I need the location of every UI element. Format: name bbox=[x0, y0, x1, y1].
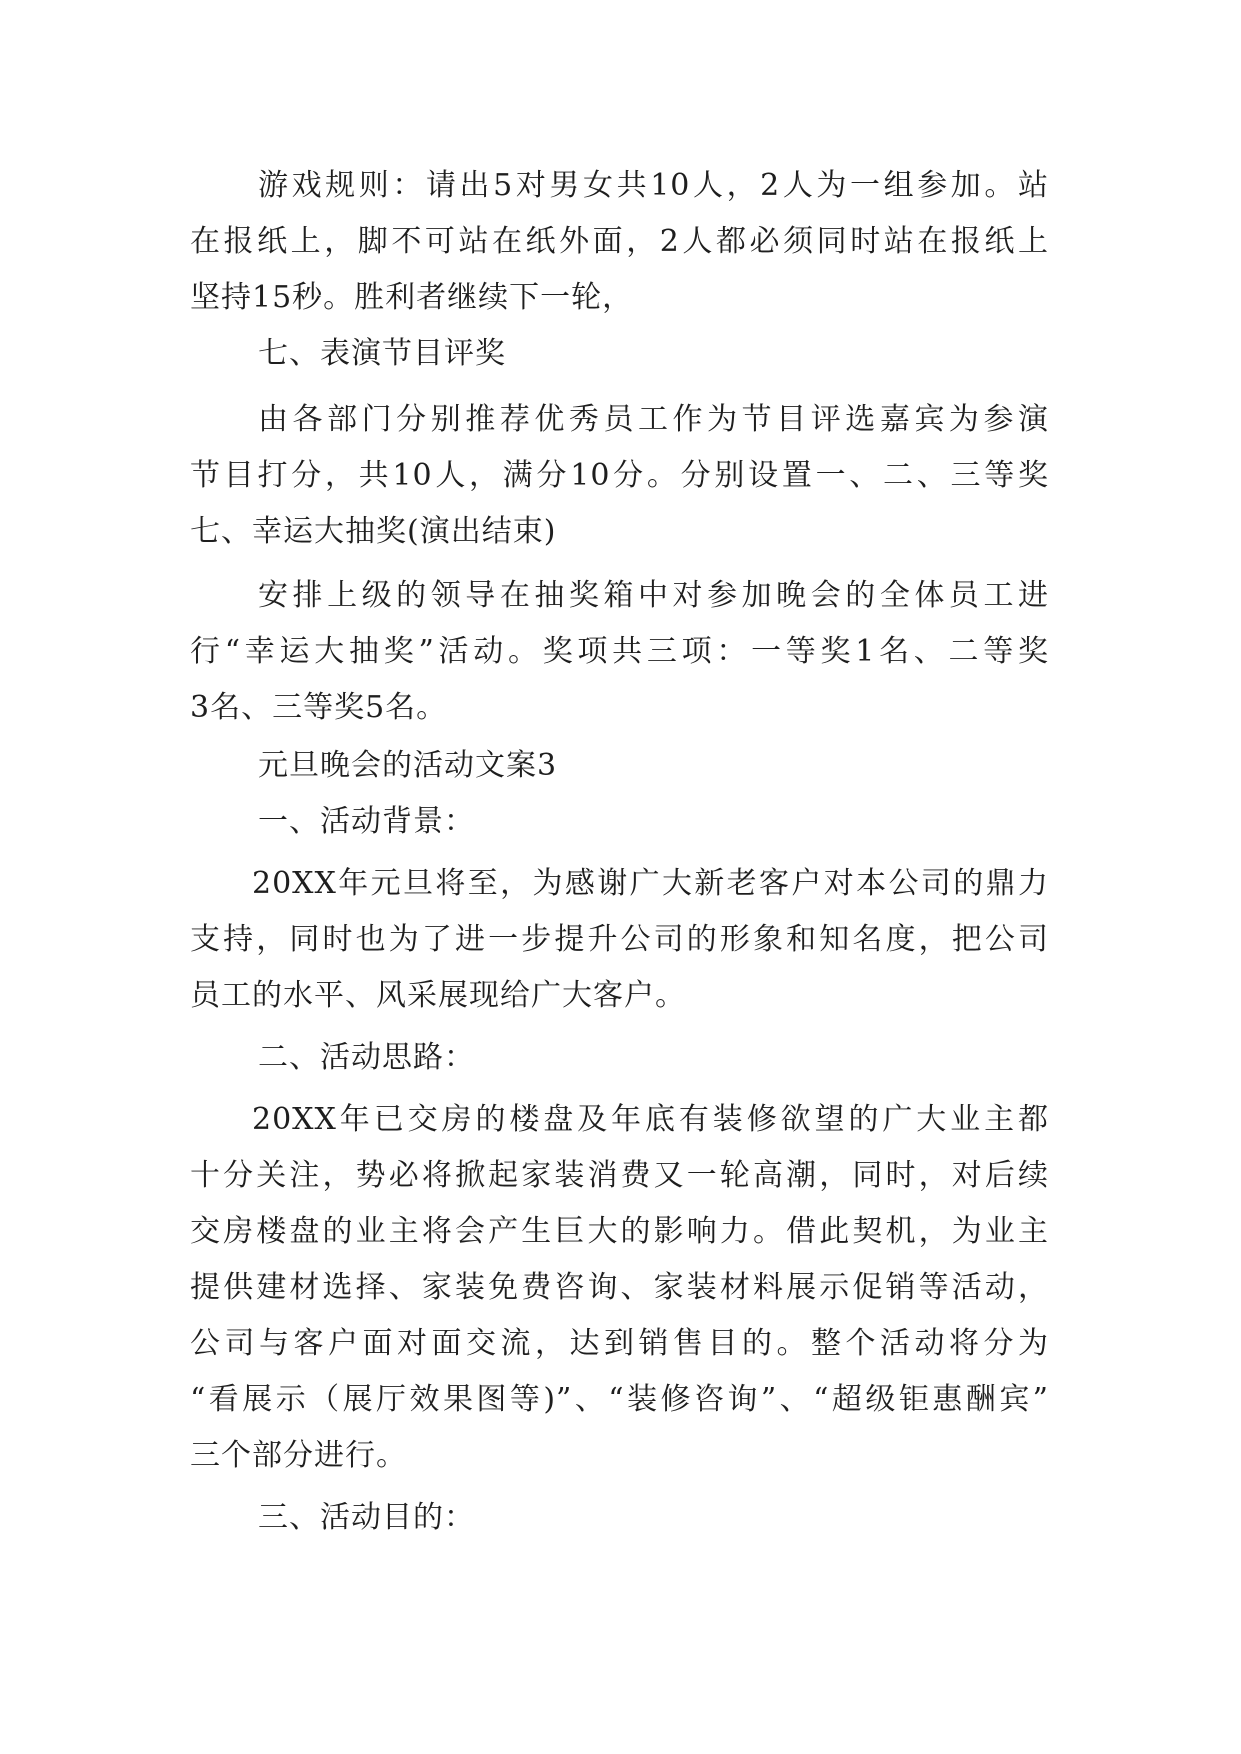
text-line: 在报纸上，脚不可站在纸外面，2人都必须同时站在报纸上 bbox=[190, 224, 1049, 259]
document-title: 元旦晚会的活动文案3 bbox=[258, 748, 558, 783]
text-line: 坚持15秒。胜利者继续下一轮， bbox=[190, 280, 634, 315]
text-line: 三个部分进行。 bbox=[190, 1438, 407, 1473]
text-line: 支持，同时也为了进一步提升公司的形象和知名度，把公司 bbox=[190, 922, 1049, 957]
section-heading: 七、幸运大抽奖(演出结束) bbox=[190, 514, 557, 549]
text-line: 提供建材选择、家装免费咨询、家装材料展示促销等活动， bbox=[190, 1270, 1049, 1305]
section-heading: 二、活动思路： bbox=[258, 1040, 475, 1075]
section-heading: 七、表演节目评奖 bbox=[258, 336, 506, 371]
section-heading: 三、活动目的： bbox=[258, 1500, 475, 1535]
text-line: 安排上级的领导在抽奖箱中对参加晚会的全体员工进 bbox=[258, 578, 1049, 613]
text-line: 公司与客户面对面交流，达到销售目的。整个活动将分为 bbox=[190, 1326, 1049, 1361]
text-line: 游戏规则：请出5对男女共10人，2人为一组参加。站 bbox=[258, 168, 1049, 203]
text-line: 行“幸运大抽奖”活动。奖项共三项：一等奖1名、二等奖 bbox=[190, 634, 1049, 669]
text-line: 20XX年已交房的楼盘及年底有装修欲望的广大业主都 bbox=[252, 1102, 1049, 1137]
text-line: 交房楼盘的业主将会产生巨大的影响力。借此契机，为业主 bbox=[190, 1214, 1049, 1249]
text-line: “看展示（展厅效果图等)”、“装修咨询”、“超级钜惠酬宾” bbox=[190, 1382, 1049, 1417]
text-line: 十分关注，势必将掀起家装消费又一轮高潮，同时，对后续 bbox=[190, 1158, 1049, 1193]
text-line: 员工的水平、风采展现给广大客户。 bbox=[190, 978, 686, 1013]
text-line: 节目打分，共10人，满分10分。分别设置一、二、三等奖 bbox=[190, 458, 1049, 493]
text-line: 3名、三等奖5名。 bbox=[190, 690, 448, 725]
text-line: 由各部门分别推荐优秀员工作为节目评选嘉宾为参演 bbox=[258, 402, 1049, 437]
section-heading: 一、活动背景： bbox=[258, 804, 475, 839]
text-line: 20XX年元旦将至，为感谢广大新老客户对本公司的鼎力 bbox=[252, 866, 1049, 901]
